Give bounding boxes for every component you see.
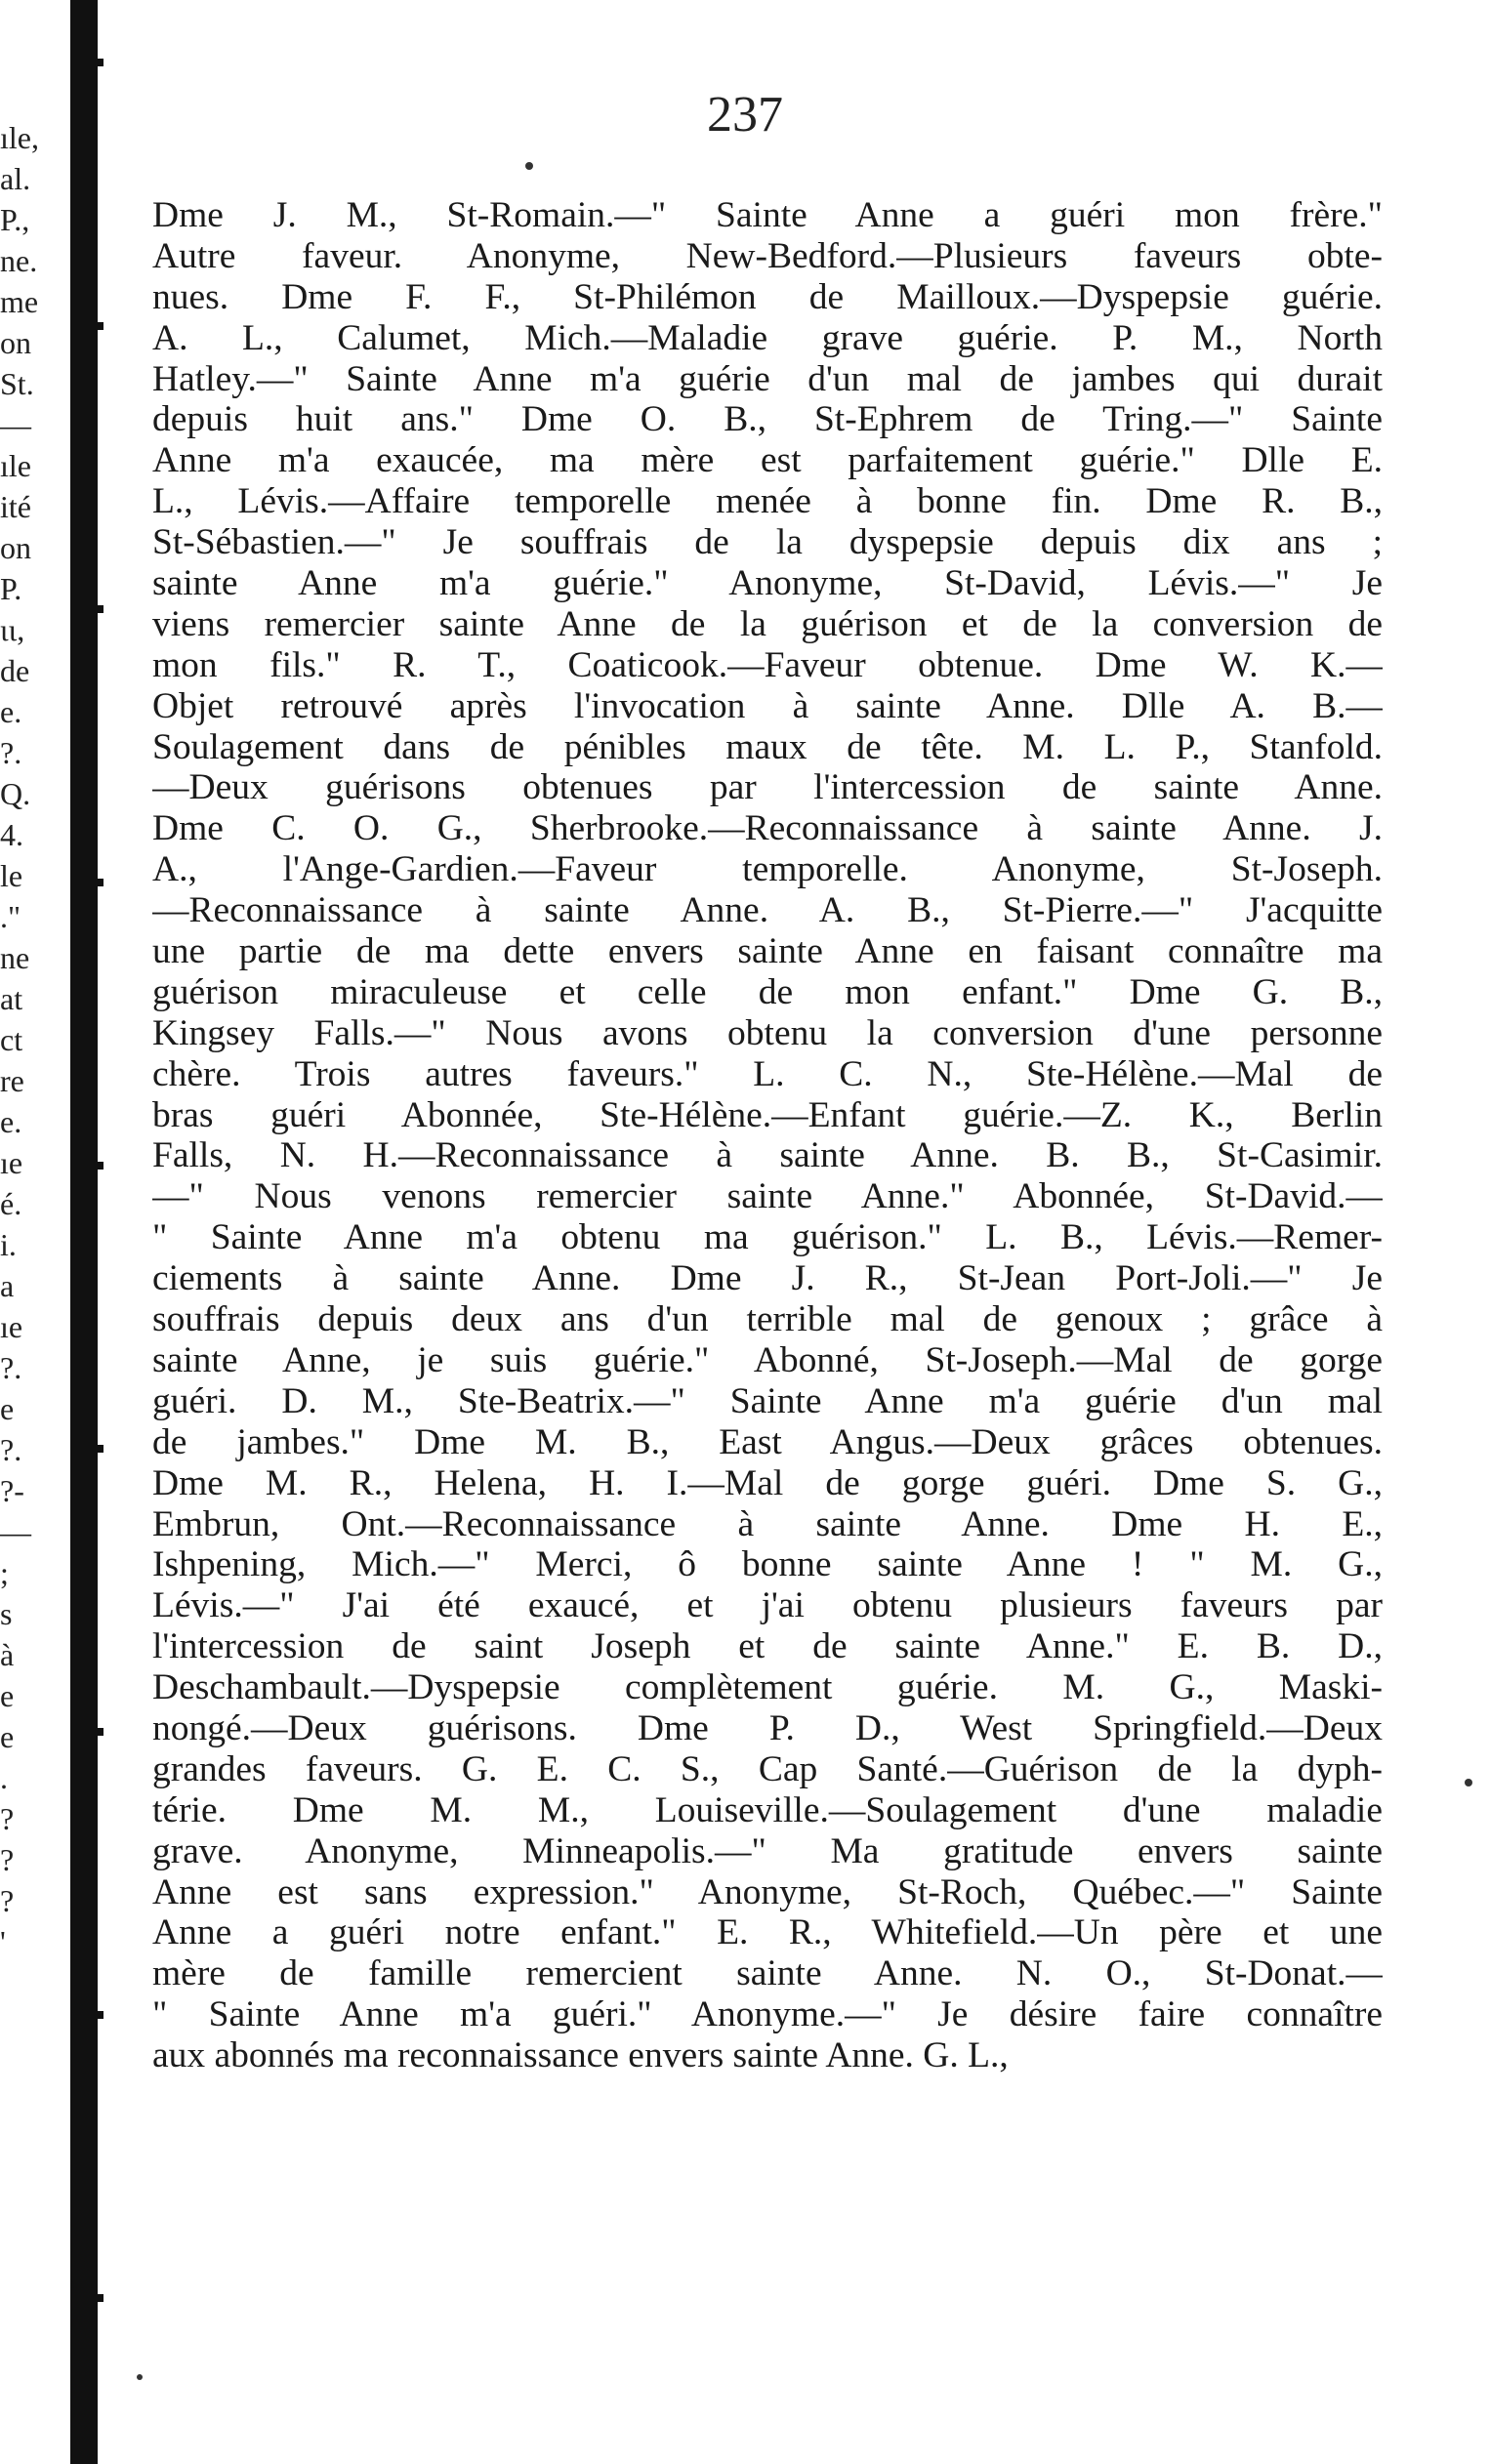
text-line: nues. Dme F. F., St-Philémon de Mailloux.—Dyspepsie guérie.	[152, 276, 1383, 317]
text-line: Falls, N. H.—Reconnaissance à sainte Anne. B. B., St-Casimir.	[152, 1135, 1383, 1176]
margin-fragment: e.	[0, 1104, 22, 1139]
margin-fragment: me	[0, 284, 39, 319]
text-line: ciements à sainte Anne. Dme J. R., St-Jean Port-Joli.—" Je	[152, 1258, 1383, 1299]
text-line: Lévis.—" J'ai été exaucé, et j'ai obtenu plusieurs faveurs par	[152, 1585, 1383, 1626]
text-line: " Sainte Anne m'a guéri." Anonyme.—" Je désire faire connaître	[152, 1994, 1383, 2035]
spine-notch	[94, 1728, 103, 1736]
speck	[137, 2374, 143, 2380]
text-line: Ishpening, Mich.—" Merci, ô bonne sainte Anne ! " M. G.,	[152, 1544, 1383, 1585]
text-line: sainte Anne m'a guérie." Anonyme, St-David, Lévis.—" Je	[152, 563, 1383, 604]
margin-fragment: —	[0, 407, 31, 442]
text-line: St-Sébastien.—" Je souffrais de la dyspepsie depuis dix ans ;	[152, 522, 1383, 563]
margin-fragment: St.	[0, 366, 34, 401]
margin-fragment: à	[0, 1637, 15, 1672]
margin-fragment: P.,	[0, 202, 30, 237]
margin-fragment: ?-	[0, 1473, 24, 1508]
margin-fragment: Q.	[0, 776, 31, 811]
text-line: de jambes." Dme M. B., East Angus.—Deux grâces obtenues.	[152, 1421, 1383, 1462]
text-line: Deschambault.—Dyspepsie complètement guérie. M. G., Maski-	[152, 1667, 1383, 1708]
text-line: A., l'Ange-Gardien.—Faveur temporelle. Anonyme, St-Joseph.	[152, 849, 1383, 890]
text-line: Dme M. R., Helena, H. I.—Mal de gorge guéri. Dme S. G.,	[152, 1462, 1383, 1503]
text-line: viens remercier sainte Anne de la guérison et de la conversion de	[152, 603, 1383, 644]
text-line: grandes faveurs. G. E. C. S., Cap Santé.—Guérison de la dyph-	[152, 1748, 1383, 1789]
speck	[1465, 1779, 1472, 1786]
text-line: l'intercession de saint Joseph et de sainte Anne." E. B. D.,	[152, 1626, 1383, 1667]
margin-fragment: ne.	[0, 243, 38, 278]
text-line: grave. Anonyme, Minneapolis.—" Ma gratitude envers sainte	[152, 1830, 1383, 1871]
text-line: Dme J. M., St-Romain.—" Sainte Anne a guéri mon frère."	[152, 195, 1383, 235]
page-number: 237	[707, 87, 783, 143]
margin-fragment: on	[0, 530, 31, 565]
text-line: mon fils." R. T., Coaticook.—Faveur obtenue. Dme W. K.—	[152, 644, 1383, 685]
margin-fragment: é.	[0, 1186, 22, 1221]
text-line: Objet retrouvé après l'invocation à sainte Anne. Dlle A. B.—	[152, 685, 1383, 726]
margin-fragment: ?.	[0, 1432, 22, 1467]
margin-fragment: '	[0, 1924, 6, 1959]
margin-fragment: ıle,	[0, 120, 39, 155]
text-line: Hatley.—" Sainte Anne m'a guérie d'un mal de jambes qui durait	[152, 358, 1383, 399]
margin-fragment: P.	[0, 571, 22, 606]
text-line: —" Nous venons remercier sainte Anne." Abonnée, St-David.—	[152, 1176, 1383, 1217]
text-line: Soulagement dans de pénibles maux de tête. M. L. P., Stanfold.	[152, 726, 1383, 767]
text-line: mère de famille remercient sainte Anne. N. O., St-Donat.—	[152, 1953, 1383, 1994]
text-line: chère. Trois autres faveurs." L. C. N., Ste-Hélène.—Mal de	[152, 1053, 1383, 1094]
margin-fragment: e.	[0, 694, 22, 729]
text-line: sainte Anne, je suis guérie." Abonné, St-Joseph.—Mal de gorge	[152, 1339, 1383, 1380]
text-line: A. L., Calumet, Mich.—Maladie grave guérie. P. M., North	[152, 317, 1383, 358]
text-line: Anne a guéri notre enfant." E. R., Whitefield.—Un père et une	[152, 1912, 1383, 1953]
binding-spine	[70, 0, 98, 2464]
margin-fragment: ?.	[0, 1350, 22, 1385]
text-line: Autre faveur. Anonyme, New-Bedford.—Plusieurs faveurs obte-	[152, 235, 1383, 276]
text-line: une partie de ma dette envers sainte Anne en faisant connaître ma	[152, 931, 1383, 972]
text-line: " Sainte Anne m'a obtenu ma guérison." L. B., Lévis.—Remer-	[152, 1217, 1383, 1258]
body-text	[152, 195, 1383, 2076]
margin-fragment: ?.	[0, 735, 22, 770]
spine-notch	[94, 2294, 103, 2302]
text-line: nongé.—Deux guérisons. Dme P. D., West Springfield.—Deux	[152, 1707, 1383, 1748]
text-line: —Reconnaissance à sainte Anne. A. B., St-Pierre.—" J'acquitte	[152, 890, 1383, 931]
text-line: —Deux guérisons obtenues par l'intercession de sainte Anne.	[152, 767, 1383, 808]
margin-fragment: ıle	[0, 448, 31, 483]
margin-fragment: re	[0, 1063, 24, 1098]
margin-fragment: de	[0, 653, 30, 688]
margin-fragment: ne	[0, 940, 30, 975]
text-line: Kingsey Falls.—" Nous avons obtenu la conversion d'une personne	[152, 1012, 1383, 1053]
margin-fragment: i.	[0, 1227, 17, 1262]
margin-fragment: ct	[0, 1022, 23, 1057]
margin-fragment: .	[0, 1760, 8, 1795]
speck	[525, 162, 533, 170]
margin-fragment: ιι,	[0, 612, 25, 647]
text-line: Anne est sans expression." Anonyme, St-Roch, Québec.—" Sainte	[152, 1871, 1383, 1912]
text-line: L., Lévis.—Affaire temporelle menée à bonne fin. Dme R. B.,	[152, 481, 1383, 522]
margin-fragment: —	[0, 1514, 31, 1549]
margin-fragment: ?	[0, 1842, 15, 1877]
margin-fragment: e	[0, 1678, 15, 1713]
text-line: Anne m'a exaucée, ma mère est parfaitement guérie." Dlle E.	[152, 440, 1383, 481]
spine-notch	[94, 1445, 103, 1453]
margin-fragment: ıe	[0, 1145, 23, 1180]
spine-notch	[94, 59, 103, 66]
text-line: souffrais depuis deux ans d'un terrible mal de genoux ; grâce à	[152, 1299, 1383, 1340]
spine-notch	[94, 1162, 103, 1170]
text-line: aux abonnés ma reconnaissance envers sainte Anne. G. L.,	[152, 2035, 1009, 2076]
margin-fragment: a	[0, 1268, 15, 1303]
margin-fragment: al.	[0, 161, 31, 196]
margin-fragment: at	[0, 981, 23, 1016]
margin-fragment: ıe	[0, 1309, 23, 1344]
spine-notch	[94, 2011, 103, 2019]
margin-fragment: e	[0, 1391, 15, 1426]
margin-fragment: 4.	[0, 817, 23, 852]
margin-fragment: ?	[0, 1883, 15, 1918]
margin-fragment: on	[0, 325, 31, 360]
left-margin-fragments	[0, 117, 68, 1962]
margin-fragment: ité	[0, 489, 31, 524]
text-line: guérison miraculeuse et celle de mon enfant." Dme G. B.,	[152, 971, 1383, 1012]
margin-fragment: e	[0, 1719, 15, 1754]
margin-fragment: ?	[0, 1801, 15, 1836]
text-line: depuis huit ans." Dme O. B., St-Ephrem de Tring.—" Sainte	[152, 399, 1383, 440]
margin-fragment: le	[0, 858, 23, 893]
margin-fragment: ."	[0, 899, 21, 934]
text-line: guéri. D. M., Ste-Beatrix.—" Sainte Anne m'a guérie d'un mal	[152, 1380, 1383, 1421]
margin-fragment: ;	[0, 1555, 9, 1590]
text-line: térie. Dme M. M., Louiseville.—Soulagement d'une maladie	[152, 1789, 1383, 1830]
text-line: bras guéri Abonnée, Ste-Hélène.—Enfant guérie.—Z. K., Berlin	[152, 1094, 1383, 1135]
spine-notch	[94, 322, 103, 330]
margin-fragment: s	[0, 1596, 13, 1631]
spine-notch	[94, 605, 103, 613]
spine-notch	[94, 879, 103, 886]
text-line: Dme C. O. G., Sherbrooke.—Reconnaissance à sainte Anne. J.	[152, 808, 1383, 849]
text-line: Embrun, Ont.—Reconnaissance à sainte Anne. Dme H. E.,	[152, 1503, 1383, 1544]
